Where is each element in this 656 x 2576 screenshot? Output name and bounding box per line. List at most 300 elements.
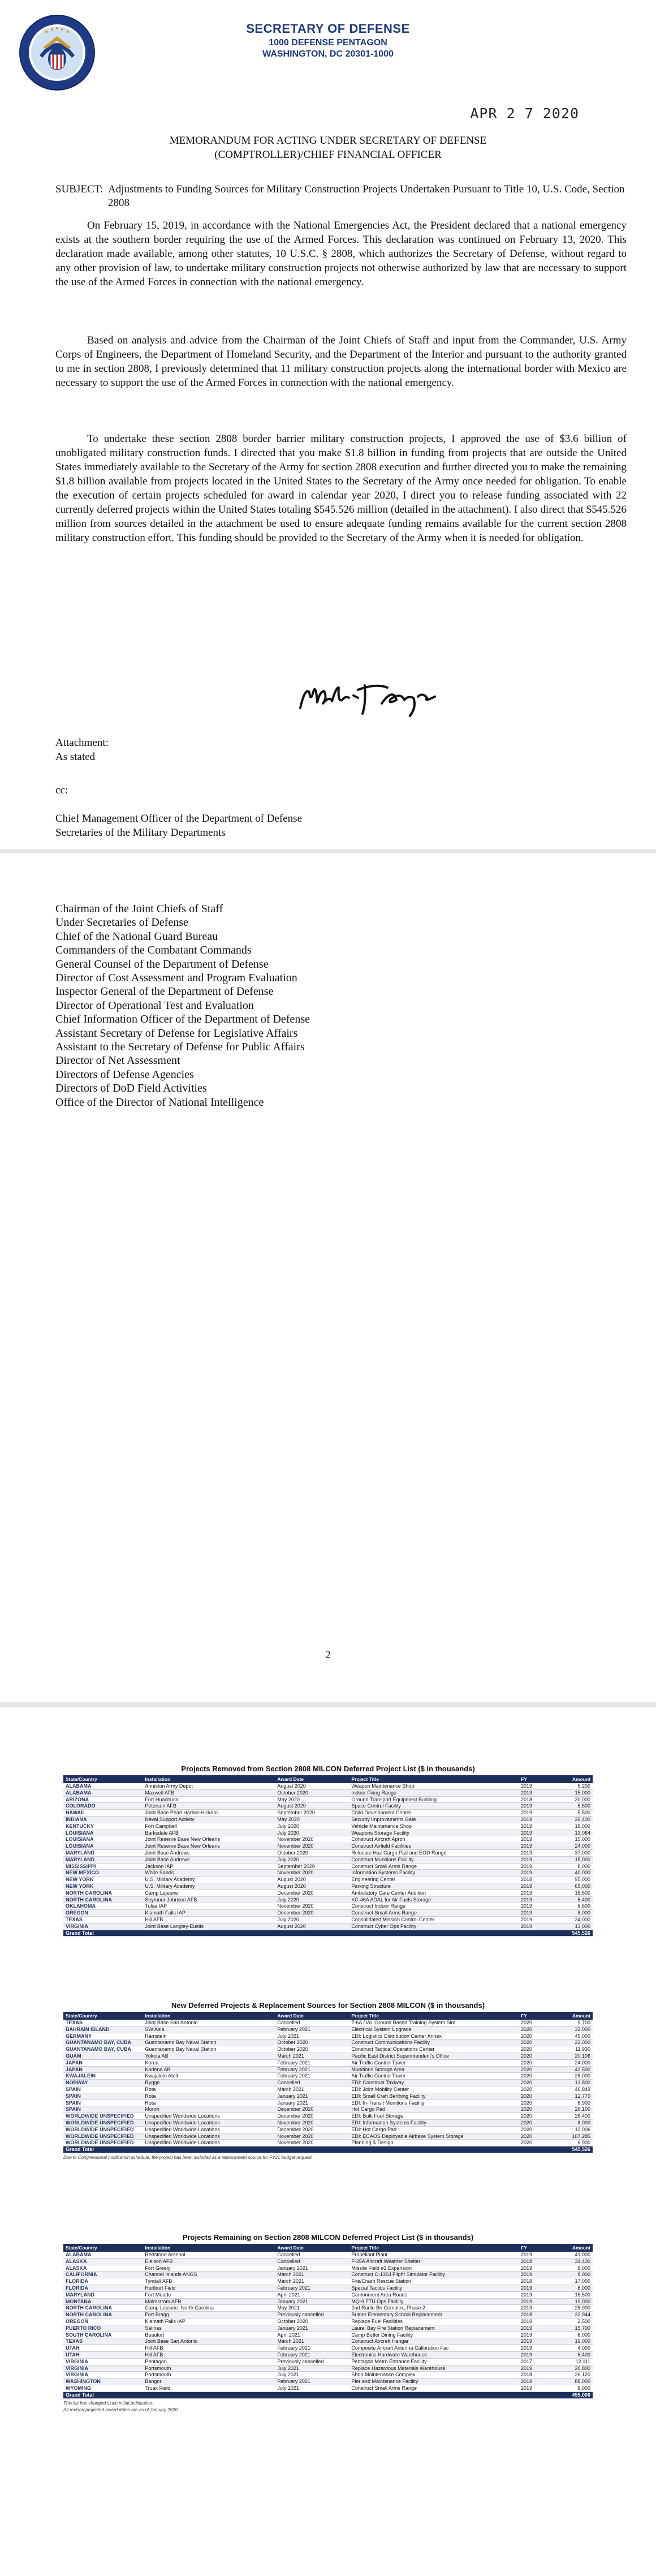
table-cell: March 2021 [275,2338,349,2345]
table-cell: October 2020 [275,2318,349,2325]
table-cell: 20,106 [550,2053,593,2059]
table-cell: Special Tactics Facility [349,2285,519,2291]
remaining-projects-section [63,2233,593,2412]
table-cell: 8,000 [550,2265,593,2272]
table-cell: Camp Lejeune, North Carolina [143,2305,275,2312]
attachment-value: As stated [55,751,96,763]
memo-page-2 [0,853,656,1702]
table-cell: 2019 [519,2305,550,2312]
table-cell: 2019 [519,1923,550,1930]
table-cell: Joint Base San Antonio [143,2338,275,2345]
column-header: Amount [550,1775,593,1783]
table-cell: September 2020 [275,1810,349,1817]
table-cell: Unspecified Worldwide Locations [143,2119,275,2126]
table-cell: 2019 [519,1849,550,1856]
table-cell: U.S. Military Academy [143,1883,275,1890]
table-cell: Camp Butler Dining Facility [349,2332,519,2338]
distribution-item: Under Secretaries of Defense [55,916,188,929]
table-cell: February 2021 [275,2026,349,2033]
table-cell: 24,000 [550,1843,593,1850]
table-cell: OKLAHOMA [63,1903,143,1910]
table-cell: 2019 [519,1896,550,1903]
table-cell: 28,000 [550,2073,593,2080]
letterhead [141,22,515,59]
table-cell: 34,400 [550,2258,593,2265]
table-cell: 2020 [519,2106,550,2113]
table-cell: 12,770 [550,2093,593,2100]
table-cell: Seymour Johnson AFB [143,1896,275,1903]
table-cell: Missile Field #1 Expansion [349,2265,519,2272]
table-cell: October 2020 [275,2046,349,2053]
table-cell: NORTH CAROLINA [63,1896,143,1903]
cc-label: cc: [55,784,68,796]
table-cell: 20,800 [550,2365,593,2372]
table-cell: NORTH CAROLINA [63,2305,143,2312]
table-cell: 2019 [519,1803,550,1810]
table-cell: PUERTO RICO [63,2325,143,2332]
table-cell: 11,930 [550,2046,593,2053]
table-row [63,2126,593,2133]
replacement-sources-section [63,2001,593,2160]
table-cell: 15,000 [550,1856,593,1863]
table-cell: 88,000 [550,2378,593,2385]
table-row [63,2318,593,2325]
table-cell: ARIZONA [63,1796,143,1803]
table-cell: 2019 [519,1783,550,1789]
table-cell: Cantonment Area Roads [349,2291,519,2298]
table-cell: 2020 [519,2113,550,2120]
body-paragraph-3: To undertake these section 2808 border barrier military construction projects, I approved the use of $3.6 billion of unobligated military construction funds. I directed that you make $1.8 billion in funding from projects that are outside the United States immediately available to the Secretary of the Army for section 2808 execution and further directed you to make the remaining $1.8 billion available from projects located in the United States to the Secretary of the Army once needed for obligation. To enable the execution of certain projects scheduled for award in calendar year 2020, I direct you to release funding associated with 22 currently deferred projects within the United States totaling $545.526 million (detailed in the attachment). I also direct that $545.526 million from sources detailed in the attachment be used to ensure adequate funding remains available for the current section 2808 military construction effort. This funding should be provided to the Secretary of the Army when it is needed for obligation. [55,433,627,544]
table-cell: July 2020 [275,1830,349,1836]
table-row [63,1923,593,1930]
table-cell: Anniston Army Depot [143,1783,275,1789]
table-cell: MARYLAND [63,2291,143,2298]
removed-projects-table [63,1775,593,1937]
table-cell: August 2020 [275,1877,349,1883]
distribution-item: Directors of DoD Field Activities [55,1082,207,1095]
table-row [63,1783,593,1789]
table-cell: Shop Maintenance Complex [349,2372,519,2378]
table-cell: Construct Small Arms Range [349,1863,519,1870]
table-cell: Peterson AFB [143,1803,275,1810]
table-cell: 2019 [519,1890,550,1896]
table-cell: Joint Base Langley-Eustis [143,1923,275,1930]
table-cell: TEXAS [63,2338,143,2345]
table-row [63,2358,593,2365]
table-cell: 13,064 [550,1830,593,1836]
table-cell: 2019 [519,1883,550,1890]
table-cell: Ramstein [143,2033,275,2040]
table-row [63,1896,593,1903]
column-header: Award Date [275,2012,349,2020]
table-cell: SPAIN [63,2100,143,2106]
table-cell: 2020 [519,2026,550,2033]
table-cell: 5,200 [550,1783,593,1789]
table-cell: Klamath Falls IAP [143,1910,275,1917]
table-cell: Moron [143,2106,275,2113]
table-row [63,1910,593,1917]
table-cell: 13,000 [550,1923,593,1930]
table-cell: Electronics Hardware Warehouse [349,2351,519,2358]
distribution-item: Director of Operational Test and Evaluation [55,999,254,1012]
table-cell: MARYLAND [63,1849,143,1856]
column-header: State/Country [63,2244,143,2252]
remaining-projects-title: Projects Remaining on Section 2808 MILCON Deferred Project List ($ in thousands) [182,2233,474,2242]
table-cell: SOUTH CAROLINA [63,2332,143,2338]
table-cell: Construct Small Arms Range [349,1910,519,1917]
table-row [63,2020,593,2026]
table-cell: 2,500 [550,2318,593,2325]
table-cell: Kadena AB [143,2066,275,2073]
table-cell: Security Improvements Gate [349,1816,519,1823]
table-cell: 2020 [519,2126,550,2133]
table-cell: JAPAN [63,2059,143,2066]
table-cell: 2018 [519,1877,550,1883]
table-row [63,2252,593,2258]
table-cell: November 2020 [275,2140,349,2146]
table-cell: 2019 [519,1830,550,1836]
table-cell: 5,500 [550,1810,593,1817]
table-cell: July 2021 [275,2365,349,2372]
table-cell: NEW YORK [63,1877,143,1883]
table-row [63,2026,593,2033]
removed-projects-section [63,1764,593,1937]
table-row [63,2258,593,2265]
table-cell: July 2021 [275,2385,349,2392]
table-cell: 2019 [519,2332,550,2338]
table-cell: 26,400 [550,1816,593,1823]
table-cell: January 2021 [275,2325,349,2332]
table-cell: February 2021 [275,2378,349,2385]
table-cell: 37,000 [550,1849,593,1856]
table-row [63,1843,593,1850]
table-cell: 2020 [519,2133,550,2140]
table-row [63,2053,593,2059]
table-cell: Construct Airfield Facilities [349,1843,519,1850]
table-row [63,1810,593,1817]
table-cell: ALABAMA [63,2252,143,2258]
table-cell: 25,900 [550,2305,593,2312]
table-cell: March 2021 [275,2278,349,2285]
table-cell: Construct Communications Facility [349,2040,519,2046]
table-cell: SW Asia [143,2026,275,2033]
distribution-list [55,902,310,1109]
table-cell: NEW MEXICO [63,1870,143,1877]
table-cell: 2020 [519,2100,550,2106]
table-cell: ALASKA [63,2265,143,2272]
table-cell: 26,120 [550,2372,593,2378]
table-cell: SPAIN [63,2106,143,2113]
column-header: Award Date [275,2244,349,2252]
table-cell: Previously cancelled [275,2358,349,2365]
table-row [63,1890,593,1896]
table-cell: Fort Huachuca [143,1796,275,1803]
date-stamp: APR 2 7 2020 [470,105,579,122]
table-cell: 2019 [519,2252,550,2258]
table-cell: Channel Islands ANGS [143,2272,275,2278]
table-cell: Cancelled [275,2020,349,2026]
table-row [63,2372,593,2378]
table-cell: Hill AFB [143,1916,275,1923]
column-header: Project Title [349,2012,519,2020]
table-cell: Beaufort [143,2332,275,2338]
distribution-item: Directors of Defense Agencies [55,1068,194,1081]
subject-text: Adjustments to Funding Sources for Military Construction Projects Undertaken Pursuant to Title 10, U.S. Code, Section 2808 [108,183,625,209]
body-paragraph-2: Based on analysis and advice from the Chairman of the Joint Chiefs of Staff and input from the Commander, U.S. Army Corps of Engineers, the Department of Homeland Security, and the Department of the Interior and pursuant to the authority granted to me in section 2808, I previously determined that 11 military construction projects along the international border with Mexico are necessary to support the use of the Armed Forces in connection with the national emergency. [55,334,627,389]
table-cell: Truax Field [143,2385,275,2392]
table-cell: July 2020 [275,1856,349,1863]
table-cell: Eielson AFB [143,2258,275,2265]
table-cell: Laurel Bay Fire Station Replacement [349,2325,519,2332]
table-row [63,1830,593,1836]
table-row [63,2033,593,2040]
table-cell: Tulsa IAP [143,1903,275,1910]
table-row [63,2080,593,2086]
table-cell: 42,500 [550,2066,593,2073]
table-cell: Indoor Firing Range [349,1789,519,1796]
table-cell: EDI: Information Systems Facility [349,2119,519,2126]
table-cell: EDI: ECAOS Deployable Airbase System Storage [349,2133,519,2140]
table-cell: 24,000 [550,2059,593,2066]
cc-item: Chief Management Officer of the Department of Defense [55,813,302,825]
table-cell: February 2021 [275,2345,349,2352]
total-label: Grand Total [63,2146,550,2153]
distribution-item: Assistant to the Secretary of Defense for Public Affairs [55,1041,305,1054]
table-row [63,1789,593,1796]
table-cell: Guantanamo Bay Naval Station [143,2046,275,2053]
table-row [63,2312,593,2319]
table-cell: Relocate Haz Cargo Pad and EOD Range [349,1849,519,1856]
table-cell: 2019 [519,2345,550,2352]
table-cell: Hurlburt Field [143,2285,275,2291]
table-cell: 2020 [519,2080,550,2086]
table-cell: UTAH [63,2351,143,2358]
table-cell: 2020 [519,2073,550,2080]
table-cell: February 2021 [275,2351,349,2358]
table-row [63,2265,593,2272]
table-cell: Unspecified Worldwide Locations [143,2140,275,2146]
table-cell: GUAM [63,2053,143,2059]
total-amount: 455,000 [550,2392,593,2398]
table-row [63,2338,593,2345]
table-cell: MISSISSIPPI [63,1863,143,1870]
table-cell: Cancelled [275,2252,349,2258]
memo-addressee [18,134,638,162]
table-cell: December 2020 [275,2126,349,2133]
table-cell: Guantanamo Bay Naval Station [143,2040,275,2046]
table-cell: Tyndall AFB [143,2278,275,2285]
table-cell: August 2020 [275,1923,349,1930]
table-cell: 2018 [519,1796,550,1803]
table-cell: Pacific East District Superintendent's Office [349,2053,519,2059]
table-cell: March 2021 [275,2053,349,2059]
table-cell: 2019 [519,2298,550,2305]
table-cell: 2020 [519,2140,550,2146]
table-cell: EDI: Bulk Fuel Storage [349,2113,519,2120]
table-cell: SPAIN [63,2093,143,2100]
table-cell: February 2021 [275,2073,349,2080]
page-number: 2 [325,1649,331,1661]
table-cell: Construct Aircraft Hangar [349,2338,519,2345]
attachment-page [0,1707,656,2576]
table-cell: 2019 [519,2272,550,2278]
table-cell: 2018 [519,2312,550,2319]
table-cell: 65,000 [550,1883,593,1890]
total-row [63,2392,593,2398]
table-cell: Korea [143,2059,275,2066]
table-cell: U.S. Military Academy [143,1877,275,1883]
table-row [63,2345,593,2352]
table-cell: November 2020 [275,1843,349,1850]
table-cell: Ambulatory Care Center Addition [349,1890,519,1896]
table-cell: Engineering Center [349,1877,519,1883]
table-cell: 2019 [519,2291,550,2298]
table-cell: 2018 [519,2258,550,2265]
table-cell: September 2020 [275,1863,349,1870]
table-cell: 2020 [519,2040,550,2046]
table-row [63,1849,593,1856]
table-cell: VIRGINIA [63,2358,143,2365]
table-cell: 2019 [519,2385,550,2392]
table-row [63,2385,593,2392]
table-cell: 15,500 [550,1890,593,1896]
table-cell: TEXAS [63,2020,143,2026]
table-cell: Unspecified Worldwide Locations [143,2133,275,2140]
table-cell: Construct Cyber Ops Facility [349,1923,519,1930]
table-cell: July 2021 [275,2372,349,2378]
column-header: Installation [143,2012,275,2020]
table-row [63,1870,593,1877]
table-cell: 2019 [519,1823,550,1830]
table-cell: Rota [143,2086,275,2093]
table-row [63,2365,593,2372]
table-row [63,1903,593,1910]
table-cell: May 2020 [275,1816,349,1823]
table-cell: November 2020 [275,2119,349,2126]
table-cell: FLORIDA [63,2278,143,2285]
table-cell: WYOMING [63,2385,143,2392]
table-cell: KC-46A ADAL for Air Fuels Storage [349,1896,519,1903]
table-row [63,2133,593,2140]
table-cell: Ground Transport Equipment Building [349,1796,519,1803]
table-cell: Weapons Storage Facility [349,1830,519,1836]
table-cell: January 2021 [275,2298,349,2305]
table-cell: July 2020 [275,1823,349,1830]
table-cell: WORLDWIDE UNSPECIFIED [63,2133,143,2140]
replacement-sources-note: Due to Congressional notification schedule, the project has been included as a replacement source for FY21 budget request. [63,2154,313,2160]
table-row [63,1816,593,1823]
table-cell: February 2021 [275,2285,349,2291]
column-header: Award Date [275,1775,349,1783]
table-cell: November 2020 [275,1903,349,1910]
table-cell: WORLDWIDE UNSPECIFIED [63,2113,143,2120]
table-cell: July 2020 [275,1896,349,1903]
table-row [63,2100,593,2106]
table-cell: 2019 [519,1910,550,1917]
table-cell: OREGON [63,1910,143,1917]
table-row [63,2086,593,2093]
table-row [63,1877,593,1883]
table-cell: October 2020 [275,2040,349,2046]
table-cell: Joint Base Andrews [143,1856,275,1863]
table-cell: EDI: In-Transit Munitions Facility [349,2100,519,2106]
table-cell: White Sands [143,1870,275,1877]
table-cell: Hill AFB [143,2351,275,2358]
table-cell: August 2020 [275,1883,349,1890]
table-cell: 46,849 [550,2086,593,2093]
table-cell: 2019 [519,2351,550,2358]
table-cell: Child Development Center [349,1810,519,1817]
table-cell: KENTUCKY [63,1823,143,1830]
table-cell: 26,400 [550,2113,593,2120]
table-cell: 2019 [519,1916,550,1923]
table-cell: 2019 [519,2378,550,2385]
table-cell: May 2021 [275,2305,349,2312]
table-cell: WORLDWIDE UNSPECIFIED [63,2140,143,2146]
column-header: FY [519,2012,550,2020]
table-cell: 22,000 [550,2040,593,2046]
table-row [63,1836,593,1843]
table-cell: VIRGINIA [63,1923,143,1930]
table-cell: 6,400 [550,2351,593,2358]
table-cell: JAPAN [63,2066,143,2073]
table-cell: Naval Support Activity [143,1816,275,1823]
table-cell: 2019 [519,1903,550,1910]
table-cell: 2019 [519,2325,550,2332]
table-row [63,1803,593,1810]
table-cell: 12,111 [550,2358,593,2365]
table-cell: Hot Cargo Pad [349,2106,519,2113]
table-cell: VIRGINIA [63,2372,143,2378]
table-cell: CALIFORNIA [63,2272,143,2278]
table-cell: Rygge [143,2080,275,2086]
table-cell: December 2020 [275,1910,349,1917]
table-cell: MONTANA [63,2298,143,2305]
table-cell: 15,000 [550,1836,593,1843]
table-cell: 8,000 [550,1910,593,1917]
table-cell: Cancelled [275,2080,349,2086]
table-row [63,2305,593,2312]
table-cell: 2019 [519,1810,550,1817]
table-cell: 30,000 [550,1796,593,1803]
table-cell: Cancelled [275,2258,349,2265]
table-cell: Construct Small Arms Range [349,2385,519,2392]
table-cell: ALASKA [63,2258,143,2265]
table-cell: Munitions Storage Area [349,2066,519,2073]
table-cell: December 2020 [275,1890,349,1896]
table-cell: 8,000 [550,2119,593,2126]
table-cell: WORLDWIDE UNSPECIFIED [63,2119,143,2126]
table-cell: Construct C-130J Flight Simulator Facility [349,2272,519,2278]
table-cell: 2020 [519,2059,550,2066]
table-cell: Propellant Plant [349,2252,519,2258]
removed-projects-title: Projects Removed from Section 2808 MILCON Deferred Project List ($ in thousands) [181,1764,475,1773]
table-cell: Hill AFB [143,2345,275,2352]
table-cell: 2019 [519,1816,550,1823]
table-row [63,2140,593,2146]
table-cell: 15,700 [550,2325,593,2332]
table-cell: 2020 [519,2053,550,2059]
table-cell: 2020 [519,2086,550,2093]
table-cell: 32,944 [550,2312,593,2319]
table-cell: WASHINGTON [63,2378,143,2385]
table-cell: 2017 [519,2358,550,2365]
body-paragraph-1: On February 15, 2019, in accordance with the National Emergencies Act, the President declared that a national emergency exists at the southern border requiring the use of the Armed Forces. This declaration was continued on February 13, 2020. This declaration made available, among other statutes, 10 U.S.C. § 2808, which authorizes the Secretary of Defense, without regard to any other provision of law, to undertake military construction projects not otherwise authorized by law that are necessary to support the use of the Armed Forces in connection with the national emergency. [55,220,627,288]
table-cell: Unspecified Worldwide Locations [143,2126,275,2133]
table-cell: 2020 [519,2020,550,2026]
table-cell: MQ-9 FTU Ops Facility [349,2298,519,2305]
table-cell: 2019 [519,1836,550,1843]
